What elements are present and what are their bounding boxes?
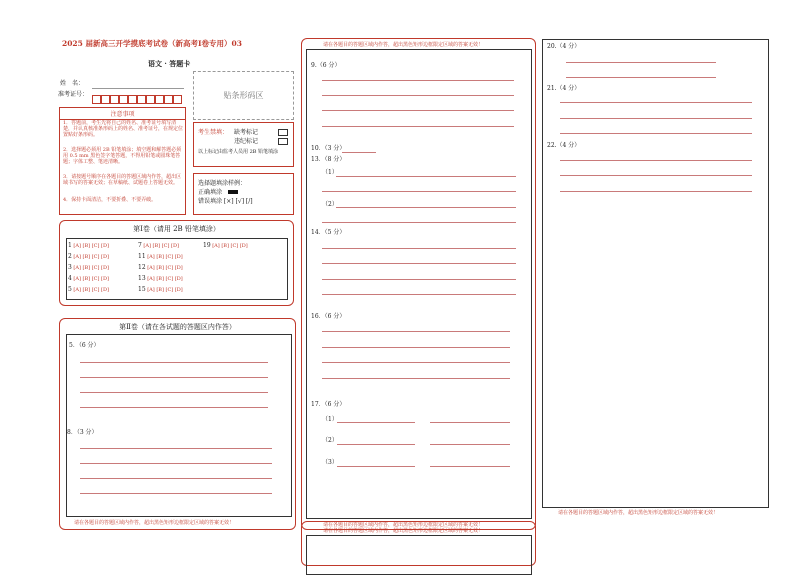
q9-line[interactable] (322, 110, 514, 111)
fill-example-box (193, 173, 294, 215)
q5-label: 5．（6 分） (69, 342, 100, 349)
choice-row[interactable]: 1 [A] [B] [C] [D] (68, 242, 109, 249)
middle-answer-area (306, 49, 532, 519)
q17-label: 17．（6 分） (311, 401, 346, 408)
choice-row[interactable]: 19 [A] [B] [C] [D] (203, 242, 248, 249)
q14-line[interactable] (322, 263, 516, 264)
violation-checkbox[interactable] (278, 138, 288, 145)
q17-3-line-a[interactable] (337, 466, 415, 467)
page-subtitle: 语文 · 答题卡 (148, 59, 191, 68)
q5-line[interactable] (80, 392, 268, 393)
choice-row[interactable]: 15 [A] [B] [C] [D] (138, 286, 183, 293)
section2-title: 第Ⅱ卷（请在各试题的答题区内作答） (119, 323, 236, 331)
q16-line[interactable] (322, 347, 510, 348)
q14-label: 14．（5 分） (311, 229, 346, 236)
middle-answer-box (301, 38, 536, 530)
q22-line[interactable] (560, 175, 752, 176)
section2-warning: 请在各题目的答题区域内作答，超出黑色矩形边框限定区域的答案无效！ (74, 520, 235, 526)
q17-1-line-b[interactable] (430, 422, 510, 423)
choice-row[interactable]: 7 [A] [B] [C] [D] (138, 242, 179, 249)
notice-item-2: 2．选择题必须用 2B 铅笔填涂；填空题和解答题必须用 0.5 mm 黑色签字笔答题，不得用铅笔或圆珠笔答题；字体工整、笔迹清晰。 (63, 147, 182, 165)
barcode-area (193, 71, 294, 120)
q8-line[interactable] (80, 493, 272, 494)
q17-2-label: （2） (322, 437, 338, 444)
mark-note: 以上标记由监考人员用 2B 铅笔填涂 (198, 149, 279, 155)
mark-box (193, 122, 294, 167)
q21-label: 21.（4 分） (547, 85, 581, 92)
q9-line[interactable] (322, 80, 514, 81)
choice-row[interactable]: 4 [A] [B] [C] [D] (68, 275, 109, 282)
q10-line[interactable] (342, 152, 376, 153)
right-answer-area (542, 39, 769, 508)
q17-2-line-a[interactable] (337, 444, 415, 445)
q20-label: 20.（4 分） (547, 43, 581, 50)
notice-item-1: 1．答题前，考生先将自己的姓名、准考证号填写清楚，并认真核准条形码上的姓名、准考证号，在规定位置贴好条形码。 (63, 120, 184, 138)
q21-line[interactable] (560, 118, 752, 119)
right-warning: 请在各题目的答题区域内作答，超出黑色矩形边框限定区域的答案无效！ (558, 510, 719, 516)
q13-1-line[interactable] (336, 176, 516, 177)
fill-example-title: 选择题填涂样例： (198, 180, 247, 187)
choice-row[interactable]: 2 [A] [B] [C] [D] (68, 253, 109, 260)
absent-label: 缺考标记 (234, 129, 259, 136)
q16-label: 16．（6 分） (311, 313, 346, 320)
q16-line[interactable] (322, 331, 510, 332)
q17-1-label: （1） (322, 416, 338, 423)
q21-line[interactable] (560, 133, 752, 134)
q8-line[interactable] (80, 478, 272, 479)
q10-label: 10．（3 分） (311, 145, 346, 152)
choice-row[interactable]: 5 [A] [B] [C] [D] (68, 286, 109, 293)
barcode-label: 贴条形码区 (223, 91, 264, 100)
q22-label: 22.（4 分） (547, 142, 581, 149)
q14-line[interactable] (322, 279, 516, 280)
q14-line[interactable] (322, 294, 516, 295)
name-label: 姓 名： (60, 80, 85, 87)
q8-line[interactable] (80, 448, 272, 449)
q5-line[interactable] (80, 377, 268, 378)
q5-line[interactable] (80, 407, 268, 408)
fill-correct-label: 正确填涂 (198, 189, 223, 196)
notice-title: 注意事项 (60, 109, 185, 120)
q17-1-line-a[interactable] (337, 422, 415, 423)
middle-lower-area (306, 535, 532, 575)
mark-label: 考生禁填： (198, 129, 229, 136)
q17-2-line-b[interactable] (430, 444, 510, 445)
page-title: 2025 届新高三开学摸底考试卷（新高考Ⅰ卷专用）03 (62, 39, 242, 48)
q22-line[interactable] (560, 160, 752, 161)
violation-label: 违纪标记 (234, 138, 259, 145)
section1-title: 第Ⅰ卷（请用 2B 铅笔填涂） (133, 225, 220, 233)
q20-line[interactable] (566, 77, 716, 78)
q9-label: 9.（6 分） (311, 62, 341, 69)
q13-1-label: （1） (322, 169, 338, 176)
middle-top-warning: 请在各题目的答题区域内作答，超出黑色矩形边框限定区域的答案无效！ (323, 42, 484, 48)
middle-lower-warning: 请在各题目的答题区域内作答，超出黑色矩形边框限定区域的答案无效！ (323, 528, 484, 534)
q13-2-line[interactable] (322, 222, 516, 223)
notice-item-4: 4．保持卡面清洁，不要折叠、不要弄破。 (63, 197, 157, 203)
choice-row[interactable]: 13 [A] [B] [C] [D] (138, 275, 183, 282)
fill-wrong-label: 错误填涂 [×] [√] [/] (198, 198, 253, 205)
q17-3-line-b[interactable] (430, 466, 510, 467)
absent-checkbox[interactable] (278, 129, 288, 136)
exam-no-field[interactable] (92, 89, 182, 108)
q13-1-line[interactable] (322, 191, 516, 192)
q13-2-line[interactable] (336, 207, 516, 208)
q8-line[interactable] (80, 463, 272, 464)
section1-box (59, 220, 294, 306)
q16-line[interactable] (322, 362, 510, 363)
choice-row[interactable]: 12 [A] [B] [C] [D] (138, 264, 183, 271)
choice-row[interactable]: 11 [A] [B] [C] [D] (138, 253, 183, 260)
q22-line[interactable] (560, 191, 752, 192)
q8-label: 8．（3 分） (67, 429, 98, 436)
q9-line[interactable] (322, 126, 514, 127)
q20-line[interactable] (566, 62, 716, 63)
q13-2-label: （2） (322, 201, 338, 208)
q17-3-label: （3） (322, 459, 338, 466)
fill-correct-sample (228, 190, 238, 194)
q5-line[interactable] (80, 362, 268, 363)
q13-label: 13．（8 分） (311, 156, 346, 163)
exam-no-label: 准考证号： (58, 91, 89, 98)
q14-line[interactable] (322, 248, 516, 249)
q16-line[interactable] (322, 378, 510, 379)
choice-row[interactable]: 3 [A] [B] [C] [D] (68, 264, 109, 271)
middle-lower-box (301, 521, 536, 566)
middle-bottom-warning: 请在各题目的答题区域内作答，超出黑色矩形边框限定区域的答案无效！ (323, 522, 484, 528)
section2-box (59, 318, 296, 530)
notice-box (59, 107, 186, 215)
q21-line[interactable] (560, 102, 752, 103)
notice-item-3: 3．请按题号顺序在各题目的答题区域内作答，超出区域书写的答案无效；在草稿纸、试题卷上答题无效。 (63, 174, 182, 186)
q9-line[interactable] (322, 95, 514, 96)
